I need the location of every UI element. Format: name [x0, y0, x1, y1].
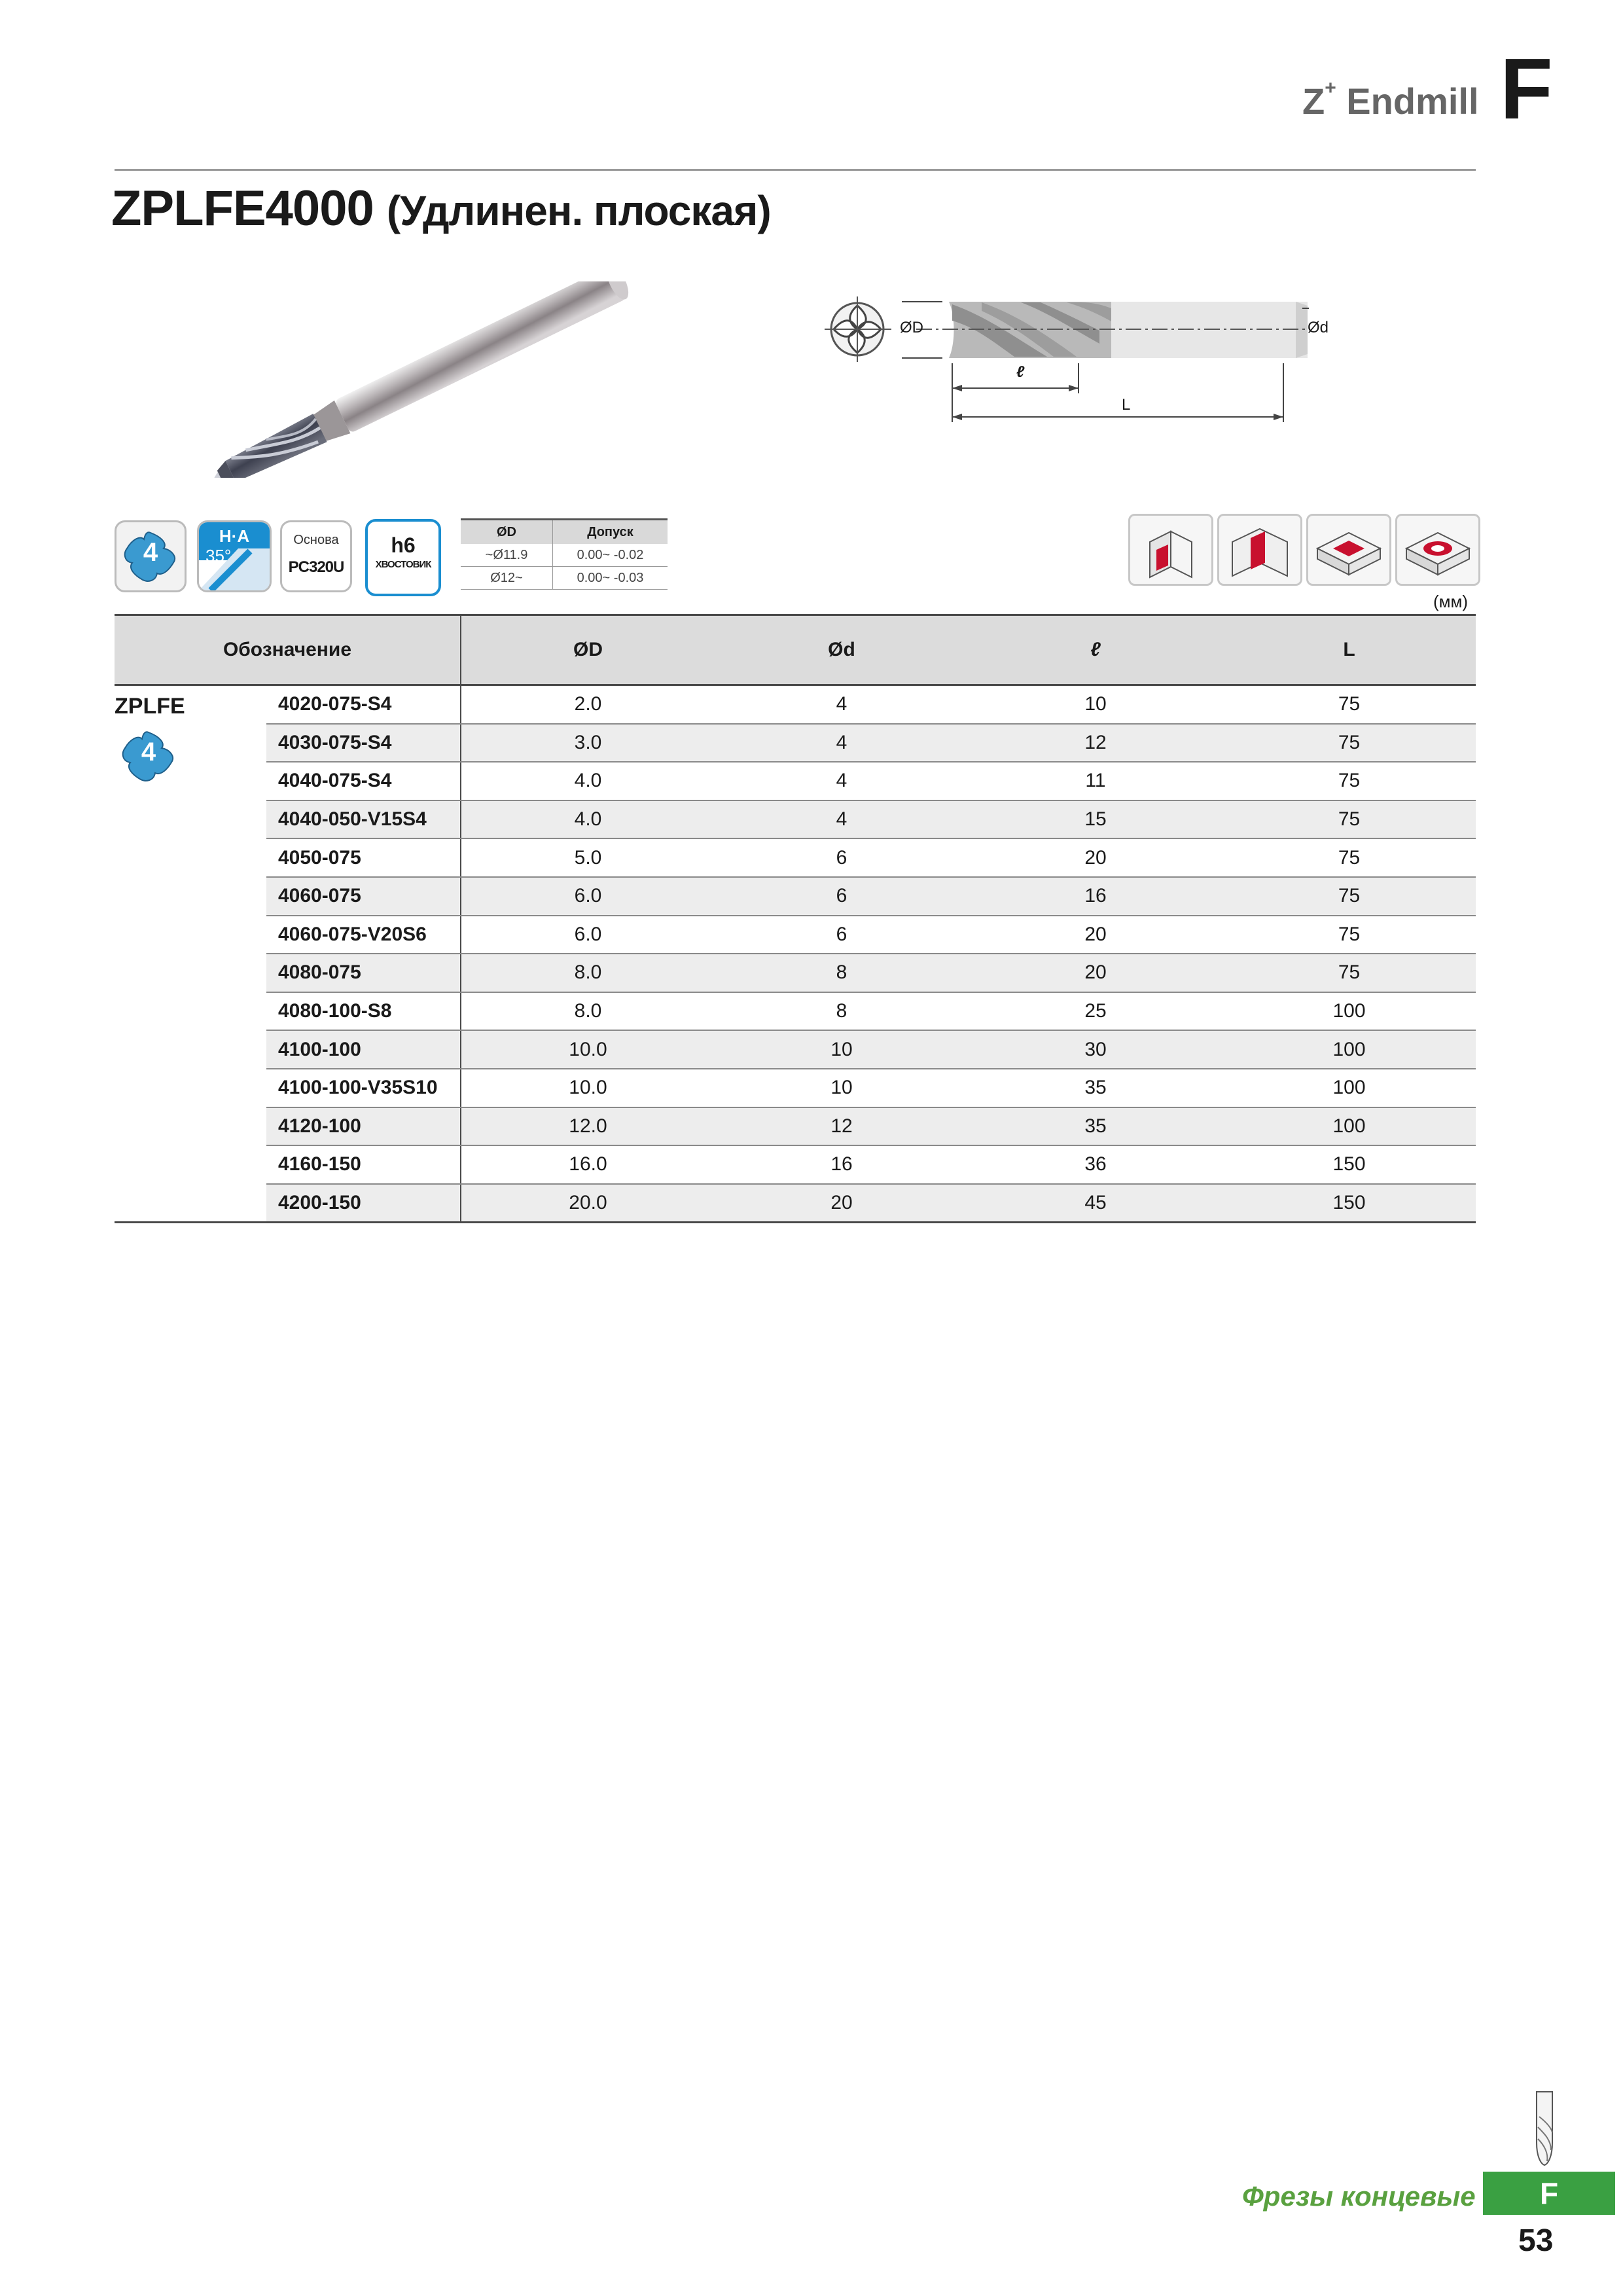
table-row: 4160-150 16.0 16 36 150: [115, 1145, 1476, 1184]
table-row: 4060-075-V20S6 6.0 6 20 75: [115, 916, 1476, 954]
table-row: 4030-075-S4 3.0 4 12 75: [115, 724, 1476, 762]
table-row: 4100-100 10.0 10 30 100: [115, 1030, 1476, 1069]
item-code: 4060-075: [266, 877, 461, 916]
product-code: ZPLFE4000: [111, 181, 374, 236]
product-type: (Удлинен. плоская): [386, 187, 771, 234]
diagram-label-outer-diameter: ØD: [900, 319, 923, 336]
item-code: 4060-075-V20S6: [266, 916, 461, 954]
tolerance-table: [461, 518, 668, 590]
item-code: 4050-075: [266, 838, 461, 877]
substrate-grade-badge: Основа PC320U: [280, 520, 352, 592]
endmill-photo: [170, 281, 668, 478]
footer-category-label: Фрезы концевые: [1242, 2181, 1476, 2212]
diagram-label-overall-length: L: [1122, 396, 1131, 414]
table-row: 4050-075 5.0 6 20 75: [115, 838, 1476, 877]
item-code: 4100-100-V35S10: [266, 1069, 461, 1107]
pocket-milling-icon: [1306, 514, 1391, 586]
tolerance-header-diameter: ØD: [461, 520, 553, 545]
table-row: 4060-075 6.0 6 16 75: [115, 877, 1476, 916]
helix-angle-badge: H·A 35°: [197, 520, 272, 592]
table-row: 4040-050-V15S4 4.0 4 15 75: [115, 800, 1476, 839]
item-code: 4040-075-S4: [266, 762, 461, 800]
item-code: 4160-150: [266, 1145, 461, 1184]
table-row: 4080-075 8.0 8 20 75: [115, 954, 1476, 992]
item-code: 4100-100: [266, 1030, 461, 1069]
header-divider: [115, 169, 1476, 171]
series-cell: [115, 685, 266, 1223]
series-flute-badge: 4: [115, 722, 183, 790]
flute-count-badge: 4: [115, 520, 187, 592]
item-code: 4040-050-V15S4: [266, 800, 461, 839]
column-header-overall-length: L: [1222, 615, 1476, 685]
ball-endmill-icon: [1525, 2088, 1564, 2169]
table-row: 4100-100-V35S10 10.0 10 35 100: [115, 1069, 1476, 1107]
tolerance-row: ~Ø11.9 0.00~ -0.02: [461, 544, 668, 567]
tolerance-row: Ø12~ 0.00~ -0.03: [461, 567, 668, 590]
table-row: ZPLFE 4 4020-075-S4 2.0 4 10 75: [115, 685, 1476, 724]
column-header-outer-diameter: ØD: [461, 615, 715, 685]
item-code: 4030-075-S4: [266, 724, 461, 762]
column-header-designation: Обозначение: [115, 615, 461, 685]
table-row: 4040-075-S4 4.0 4 11 75: [115, 762, 1476, 800]
column-header-shank-diameter: Ød: [715, 615, 969, 685]
product-table: [115, 614, 1476, 1223]
item-code: 4120-100: [266, 1107, 461, 1146]
shank-tolerance-badge: h6 ХВОСТОВИК: [365, 519, 441, 596]
table-row: 4080-100-S8 8.0 8 25 100: [115, 992, 1476, 1031]
section-letter: F: [1500, 41, 1553, 137]
item-code: 4020-075-S4: [266, 685, 461, 724]
endmill-dimension-drawing: [818, 265, 1309, 435]
item-code: 4080-075: [266, 954, 461, 992]
item-code: 4200-150: [266, 1184, 461, 1223]
page-number: 53: [1518, 2223, 1554, 2258]
page-title: [111, 180, 771, 237]
series-name: ZPLFE: [115, 694, 185, 719]
diagram-label-shank-diameter: Ød: [1308, 319, 1329, 336]
section-title: Z+ Endmill: [1302, 77, 1479, 122]
tolerance-header-tolerance: Допуск: [553, 520, 668, 545]
column-header-flute-length: ℓ: [969, 615, 1222, 685]
diagram-label-flute-length: ℓ: [1016, 363, 1025, 381]
table-row: 4120-100 12.0 12 35 100: [115, 1107, 1476, 1146]
item-code: 4080-100-S8: [266, 992, 461, 1031]
table-row: 4200-150 20.0 20 45 150: [115, 1184, 1476, 1223]
unit-label: (мм): [1433, 592, 1469, 611]
shoulder-milling-icon: [1128, 514, 1213, 586]
slot-milling-icon: [1217, 514, 1302, 586]
ramping-milling-icon: [1395, 514, 1480, 586]
footer-section-tab: F: [1483, 2172, 1615, 2215]
